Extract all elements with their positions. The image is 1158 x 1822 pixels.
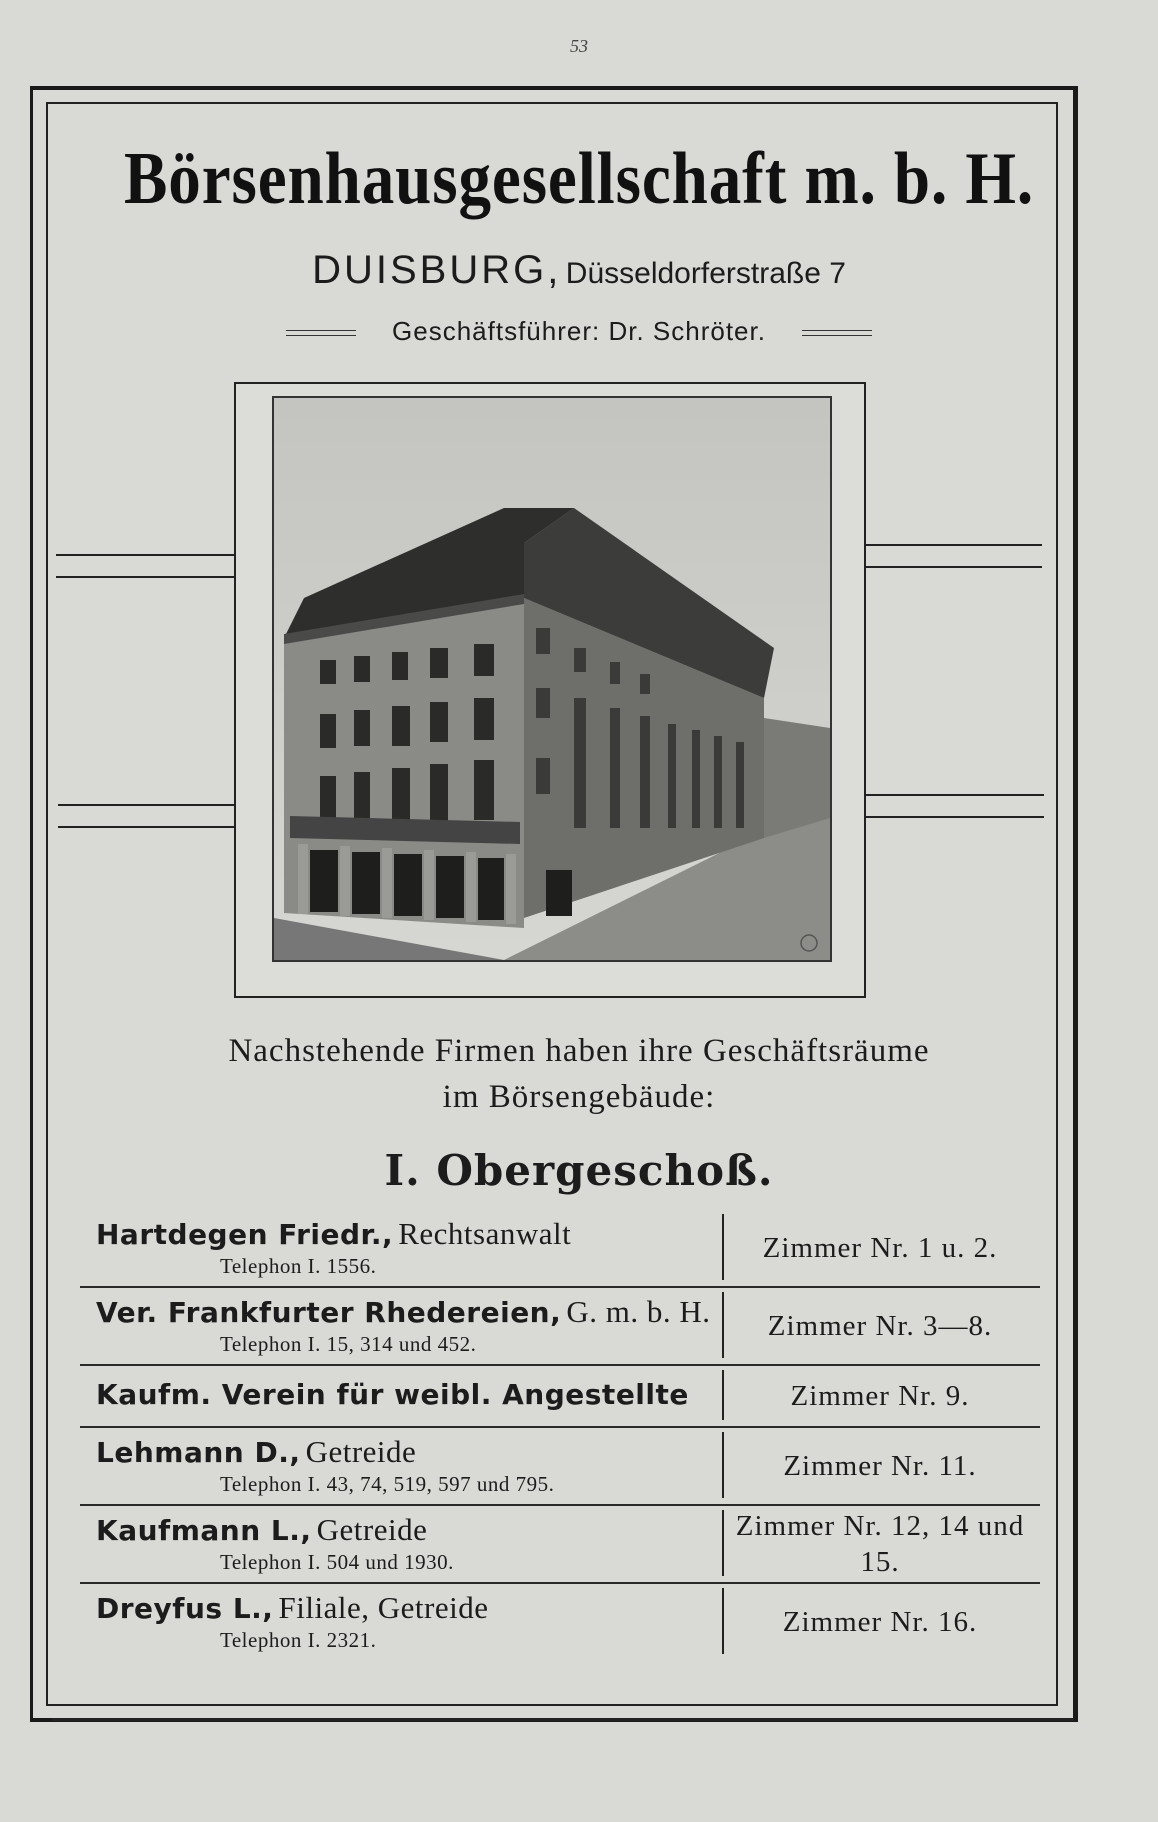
tenant-entry [96,1378,716,1411]
tenant-entry [96,1512,716,1575]
column-separator [722,1432,724,1498]
tenant-entry [96,1216,716,1279]
tenant-phone: Telephon I. 1556. [220,1254,377,1278]
tenant-description: Rechtsanwalt [398,1216,572,1251]
tenant-description: Filiale, Getreide [278,1590,489,1625]
tenant-row [80,1506,1040,1584]
tenant-room: Zimmer Nr. 12, 14 und 15. [735,1510,1025,1578]
intro-line-2: im Börsengebäude: [442,1079,716,1115]
side-rule-left-bottom [58,804,234,828]
tenant-row [80,1210,1040,1288]
tenant-entry [96,1294,716,1357]
column-separator [722,1292,724,1358]
tenant-entry [96,1434,716,1497]
tenant-description: Getreide [305,1434,417,1469]
intro-line-1: Nachstehende Firmen haben ihre Geschäftsräume [228,1033,930,1069]
tenant-phone: Telephon I. 504 und 1930. [220,1550,454,1574]
tenant-name: Hartdegen Friedr., [96,1218,394,1251]
bottom-rule [52,1718,1074,1721]
tenant-phone: Telephon I. 2321. [220,1628,377,1652]
column-separator [722,1370,724,1420]
side-rule-left-top [56,554,234,578]
side-rule-right-bottom [866,794,1044,818]
tenant-row [80,1428,1040,1506]
tenant-row [80,1366,1040,1428]
city: DUISBURG, [312,248,562,292]
tenant-room: Zimmer Nr. 1 u. 2. [762,1232,998,1264]
tenant-name: Dreyfus L., [96,1592,274,1625]
intro-text [0,1028,1158,1120]
double-rule-left [286,330,356,336]
tenant-description: Getreide [316,1512,428,1547]
tenant-list [80,1210,1040,1662]
column-separator [722,1588,724,1654]
tenant-name: Ver. Frankfurter Rhedereien, [96,1296,562,1329]
building-photo [272,396,832,962]
double-rule-right [802,330,872,336]
tenant-room: Zimmer Nr. 11. [783,1450,977,1482]
tenant-description: G. m. b. H. [566,1294,711,1329]
tenant-room: Zimmer Nr. 3—8. [767,1310,993,1342]
manager-line [0,316,1158,347]
company-name: Börsenhausgesellschaft m. b. H. [123,138,1035,220]
column-separator [722,1214,724,1280]
tenant-name: Lehmann D., [96,1436,301,1469]
page-number: 53 [570,36,588,56]
side-rule-right-top [866,544,1042,568]
manager-text: Geschäftsführer: Dr. Schröter. [392,316,766,346]
tenant-entry [96,1590,716,1653]
floor-heading: I. Obergeschoß. [384,1146,774,1195]
address-line [0,250,1158,290]
tenant-phone: Telephon I. 15, 314 und 452. [220,1332,477,1356]
tenant-room: Zimmer Nr. 9. [790,1380,970,1412]
tenant-phone: Telephon I. 43, 74, 519, 597 und 795. [220,1472,555,1496]
column-separator [722,1510,724,1576]
tenant-name: Kaufmann L., [96,1514,312,1547]
tenant-row [80,1288,1040,1366]
tenant-room: Zimmer Nr. 16. [782,1606,978,1638]
tenant-row [80,1584,1040,1662]
tenant-name: Kaufm. Verein für weibl. Angestellte [96,1378,689,1411]
street: Düsseldorferstraße 7 [565,257,846,290]
